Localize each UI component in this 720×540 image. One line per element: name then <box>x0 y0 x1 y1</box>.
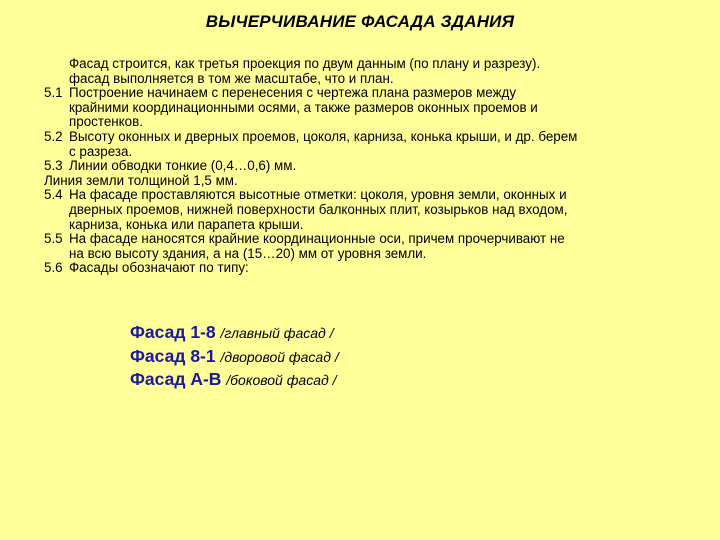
list-item-5-6 <box>44 261 684 276</box>
item-line: На фасаде проставляются высотные отметки: цоколя, уровня земли, оконных и <box>69 187 567 203</box>
item-line: На фасаде наносятся крайние координационные оси, причем прочерчивают не <box>69 231 565 247</box>
item-line: на всю высоту здания, а на (15…20) мм от уровня земли. <box>69 245 427 261</box>
item-text <box>69 86 684 130</box>
facade-row <box>130 369 339 393</box>
list-item-5-2 <box>44 130 684 159</box>
item-number: 5.3 <box>44 158 63 174</box>
list-item-5-5 <box>44 232 684 261</box>
facade-name: Фасад А-В <box>130 369 227 389</box>
facade-row <box>130 322 339 346</box>
item-text <box>69 159 684 174</box>
item-number: 5.6 <box>44 260 63 276</box>
item-number: 5.2 <box>44 128 63 144</box>
facade-name: Фасад 8-1 <box>130 345 221 366</box>
facade-description: /главный фасад / <box>220 325 334 341</box>
item-text <box>69 130 684 159</box>
list-item-5-1 <box>44 86 684 130</box>
item-line: Высоту оконных и дверных проемов, цоколя, карниза, конька крыши, и др. берем <box>69 128 578 144</box>
facade-description: /дворовой фасад / <box>220 348 339 365</box>
list-item-5-3 <box>44 159 684 174</box>
page-title: ВЫЧЕРЧИВАНИЕ ФАСАДА ЗДАНИЯ <box>205 12 515 31</box>
item-line: дверных проемов, нижней поверхности балконных плит, козырьков над входом, <box>69 201 568 217</box>
item-number: 5.1 <box>44 85 63 101</box>
list-item-5-4 <box>44 188 684 232</box>
item-line: крайними координационными осями, а также размеров оконных проемов и <box>69 99 538 115</box>
facade-name: Фасад 1-8 <box>130 322 221 342</box>
intro-line-1: Фасад строится, как третья проекция по двум данным (по плану и разрезу). <box>69 56 541 71</box>
body-text <box>44 57 684 276</box>
item-line: карниза, конька или парапета крыши. <box>69 216 304 232</box>
item-line: Линии обводки тонкие (0,4…0,6) мм. <box>69 158 297 174</box>
item-line: Фасады обозначают по типу: <box>69 260 249 276</box>
intro-line-2: фасад выполняется в том же масштабе, что и план. <box>69 70 394 86</box>
item-line: с разреза. <box>69 143 133 159</box>
facade-row <box>130 346 339 370</box>
item-text <box>69 188 684 232</box>
facade-list <box>130 322 339 393</box>
facade-description: /боковой фасад / <box>226 372 337 388</box>
item-number: 5.4 <box>44 187 63 203</box>
item-line: Построение начинаем с перенесения с чертежа плана размеров между <box>69 85 517 101</box>
ground-line-note: Линия земли толщиной 1,5 мм. <box>44 172 238 188</box>
item-text <box>69 232 684 261</box>
item-text <box>69 261 684 276</box>
item-line: простенков. <box>69 114 143 130</box>
item-number: 5.5 <box>44 231 63 247</box>
